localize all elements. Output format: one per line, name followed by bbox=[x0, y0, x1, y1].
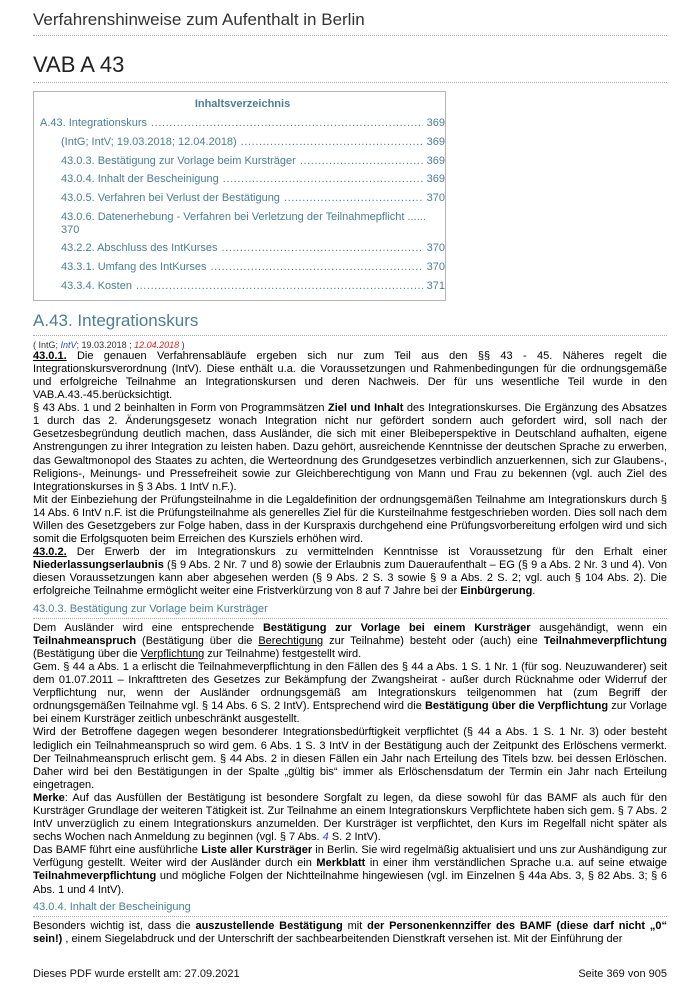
paragraph: Wird der Betroffene dagegen wegen besonderer Integrationsbedürftigkeit verpflichtet (§ 44 a Abs. 1 S. 1 Nr. 3) oder besteht lediglich ein Teilnahmeanspruch so wird gem. 6 Abs. 1 S. 3 IntV in der Bestätigung auch der Zeitpunkt des Erlöschens vermerkt. Der Teilnahmeanspruch erlischt gem. § 44 Abs. 2 in diesen Fällen ein Jahr nach Erteilung des Titels bzw. bei dessen Erlöschen. Daher wird bei den Bestätigungen in der Spalte „gültig bis“ immer als Erlöschensdatum der Termin ein Jahr nach Erteilung eingetragen. bbox=[33, 726, 667, 791]
table-of-contents bbox=[33, 91, 446, 301]
paragraph: Mit der Einbeziehung der Prüfungsteilnahme in die Legaldefinition der ordnungsgemäßen Teilnahme am Integrationskurs durch § 14 Abs. 6 IntV n.F. ist die Prüfungsteilnahme als generelles Ziel für die Kursteilnahme festgeschrieben worden. Dies soll nach dem Willen des Gesetzgebers zur Folge haben, dass in der Kurspraxis durchgehend eine Prüfungsvorbereitung erfolgen wird und sich somit die Erfolgsquoten beim Erreichen des Kursziels erhöhen wird. bbox=[33, 493, 667, 546]
paragraph: § 43 Abs. 1 und 2 beinhalten in Form von Programmsätzen Ziel und Inhalt des Integrationskurses. Die Ergänzung des Absatzes 1 durch das 2. Änderungsgesetz wonach Integration nicht nur gefördert sondern auch gefordert wird, soll nach der Gesetzesbegründung deutlich machen, dass Ausländer, die sich mit einer Bleibeperspektive in Deutschland aufhalten, eigene Anstrengungen zu ihrer Integration zu leisten haben. Dazu gehört, ausreichende Kenntnisse der deutschen Sprache zu erwerben, das Gewaltmonopol des Staates zu achten, die Werteordnung des Grundgesetzes verbindlich anzuerkennen, sich zur Glaubens-, Religions-, Meinungs- und Pressefreiheit sowie zur Gleichberechtigung von Mann und Frau zu bekennen (vgl. auch Ziel des Integrationskurses in § 3 Abs. 1 IntV n.F.). bbox=[33, 402, 667, 493]
toc-title: Inhaltsverzeichnis bbox=[194, 98, 291, 110]
paragraph: Gem. § 44 a Abs. 1 a erlischt die Teilnahmeverpflichtung in den Fällen des § 44 a Abs. 1 S. 1 Nr. 1 (für sog. Neuzuwanderer) seit dem 01.07.2011 – Inkrafttreten des Gesetzes zur Bekämpfung der Zwangsheirat - außer durch Rücknahme oder Widerruf der Verpflichtung nur, wenn der Ausländer ordnungsgemäß am Integrationskurs teilgenommen hat (zum Begriff der ordnungsgemäßen Teilnahme vgl. § 14 Abs. 6 S. 2 IntV). Entsprechend wird die Bestätigung über die Verpflichtung zur Vorlage bei einem Kursträger zeitlich unbeschränkt ausgestellt. bbox=[33, 660, 667, 726]
paragraph: 43.0.1. Die genauen Verfahrensabläufe ergeben sich nur zum Teil aus den §§ 43 - 45. Näheres regelt die Integrationskursverordnung (IntV). Diese enthält u.a. die Voraussetzungen und Rahmenbedingungen für die ordnungsgemäße und erfolgreiche Teilnahme an Integrationskursen und deren Nachweis. Der für uns wesentliche Teil wurde in den VAB.A.43.-45.berücksichtigt. bbox=[33, 349, 667, 402]
document-title: VAB A 43 bbox=[33, 52, 667, 83]
subsection-heading: 43.0.4. Inhalt der Bescheinigung bbox=[33, 901, 667, 917]
toc-item[interactable]: (IntG; IntV; 19.03.2018; 12.04.2018) ..... 369 bbox=[40, 136, 445, 149]
paragraph: Merke: Auf das Ausfüllen der Bestätigung ist besondere Sorgfalt zu legen, da diese sowohl für das BAMF als auch für den Kursträger Grundlage der weiteren Tätigkeit ist. Zur Teilnahme an einem Integrationskurs Verpflichtete haben sich gem. § 7 Abs. 2 IntV unverzüglich zu einem Integrationskurs anzumelden. Der Kursträger ist verpflichtet, den Kurs im Regelfall nicht später als sechs Wochen nach Anmeldung zu beginnen (vgl. § 7 Abs. 4 S. 2 IntV). bbox=[33, 791, 667, 844]
paragraph: Das BAMF führt eine ausführliche Liste aller Kursträger in Berlin. Sie wird regelmäßig aktualisiert und uns zur Aushändigung zur Verfügung gestellt. Weiter wird der Ausländer durch ein Merkblatt in einer ihm verständlichen Sprache u.a. auf seine etwaige Teilnahmeverpflichtung und mögliche Folgen der Nichtteilnahme hingewiesen (vgl. im Einzelnen § 44a Abs. 3, § 82 Abs. 3; § 6 Abs. 1 und 4 IntV). bbox=[33, 844, 667, 896]
body-text bbox=[33, 350, 667, 946]
page-footer bbox=[33, 968, 667, 980]
running-header: Verfahrenshinweise zum Aufenthalt in Berlin bbox=[33, 10, 667, 36]
toc-item[interactable]: 43.0.3. Bestätigung zur Vorlage beim Kursträger ..... 369 bbox=[40, 155, 445, 168]
toc-item[interactable]: 43.0.4. Inhalt der Bescheinigung ..... 369 bbox=[40, 173, 445, 186]
toc-item[interactable]: 43.2.2. Abschluss des IntKurses ..... 370 bbox=[40, 242, 445, 255]
paragraph: 43.0.2. Der Erwerb der im Integrationskurs zu vermittelnden Kenntnisse ist Voraussetzung für den Erhalt einer Niederlassungserlaubnis (§ 9 Abs. 2 Nr. 7 und 8) sowie der Erlaubnis zum Daueraufenthalt – EG (§ 9 a Abs. 2 Nr. 3 und 4). Von diesen Voraussetzungen kann aber abgesehen werden (§ 9 Abs. 2 S. 3 sowie § 9 a Abs. 2 S. 2; vgl. auch § 104 Abs. 2). Die erfolgreiche Teilnahme ermöglicht weiter eine Fristverkürzung von 8 auf 7 Jahre bei der Einbürgerung. bbox=[33, 546, 667, 598]
document-page bbox=[33, 0, 667, 946]
source-link[interactable]: IntV bbox=[60, 339, 77, 350]
toc-item[interactable]: 43.3.4. Kosten ..... 371 bbox=[40, 280, 445, 293]
toc-item[interactable]: 43.0.6. Datenerhebung - Verfahren bei Verletzung der Teilnahmepflicht ...... 370 bbox=[61, 210, 426, 236]
source-line: ( IntG; IntV; 19.03.2018 ; 12.04.2018 ) bbox=[33, 339, 185, 350]
footer-page-number: Seite 369 von 905 bbox=[578, 968, 667, 980]
toc-item[interactable]: A.43. Integrationskurs ..... 369 bbox=[40, 117, 445, 130]
paragraph: Besonders wichtig ist, dass die auszustellende Bestätigung mit der Personenkennziffer des BAMF (diese darf nicht „0“ sein!) , einem Siegelabdruck und der Unterschrift der sachbearbeitenden Dienstkraft versehen ist. Mit der Einführung der bbox=[33, 919, 667, 945]
subsection-heading: 43.0.3. Bestätigung zur Vorlage beim Kursträger bbox=[33, 603, 667, 619]
footer-created-date: Dieses PDF wurde erstellt am: 27.09.2021 bbox=[33, 968, 240, 980]
section-heading: A.43. Integrationskurs bbox=[33, 311, 667, 336]
paragraph: Dem Ausländer wird eine entsprechende Bestätigung zur Vorlage bei einem Kursträger ausgehändigt, wenn ein Teilnahmeanspruch (Bestätigung über die Berechtigung zur Teilnahme) besteht oder (auch) eine Teilnahmeverpflichtung (Bestätigung über die Verpflichtung zur Teilnahme) festgestellt wird. bbox=[33, 621, 667, 660]
toc-item[interactable]: 43.0.5. Verfahren bei Verlust der Bestätigung ..... 370 bbox=[40, 192, 445, 205]
toc-item[interactable]: 43.3.1. Umfang des IntKurses ..... 370 bbox=[40, 261, 445, 274]
